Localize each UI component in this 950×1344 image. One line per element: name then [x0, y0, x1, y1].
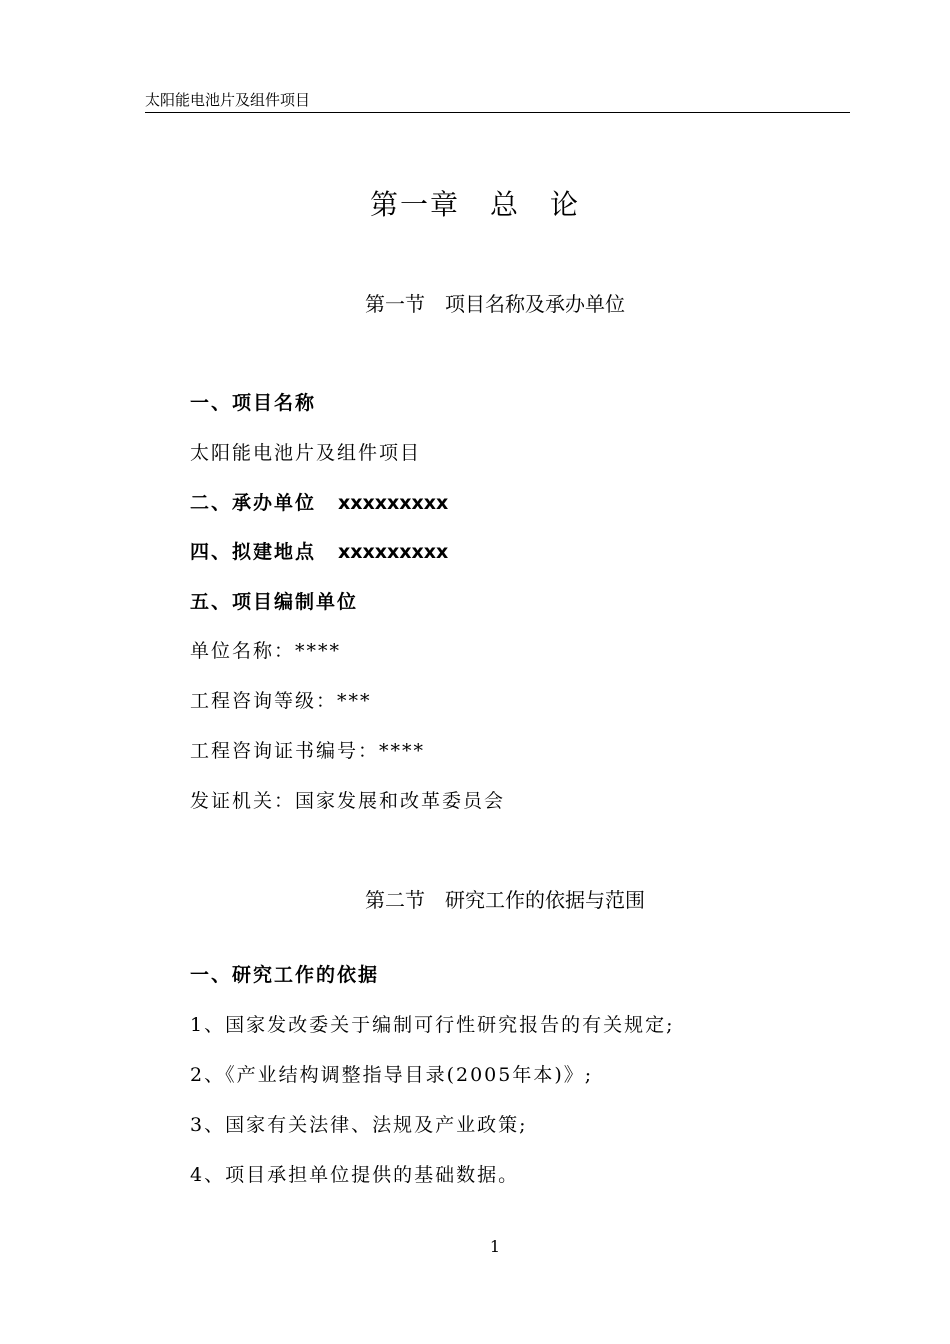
basis-item: 2、《产业结构调整指导目录(2005年本)》;	[190, 1064, 594, 1086]
page-number: 1	[489, 1237, 501, 1256]
certificate-number: 工程咨询证书编号：****	[190, 740, 426, 762]
section-2-title: 第二节 研究工作的依据与范围	[365, 888, 645, 912]
project-name-heading: 一、项目名称	[190, 392, 317, 414]
running-header	[145, 90, 850, 113]
basis-heading: 一、研究工作的依据	[190, 964, 380, 986]
location-line	[190, 537, 448, 564]
consulting-grade: 工程咨询等级：***	[190, 690, 372, 712]
issuing-authority: 发证机关：国家发展和改革委员会	[190, 790, 506, 812]
location-value: xxxxxxxxx	[338, 541, 449, 563]
sponsor-line	[190, 488, 448, 515]
header-title: 太阳能电池片及组件项目	[145, 91, 311, 109]
unit-name: 单位名称：****	[190, 640, 342, 662]
chapter-title: 第一章 总 论	[369, 188, 580, 221]
location-heading: 四、拟建地点	[190, 541, 317, 563]
compiler-heading: 五、项目编制单位	[190, 591, 359, 613]
section-1-title: 第一节 项目名称及承办单位	[365, 292, 625, 316]
sponsor-heading: 二、承办单位	[190, 492, 317, 514]
basis-item: 1、国家发改委关于编制可行性研究报告的有关规定;	[190, 1014, 675, 1036]
basis-item: 4、项目承担单位提供的基础数据。	[190, 1164, 520, 1186]
sponsor-value: xxxxxxxxx	[338, 492, 449, 514]
basis-item: 3、国家有关法律、法规及产业政策;	[190, 1114, 528, 1136]
project-name-value: 太阳能电池片及组件项目	[190, 442, 422, 464]
